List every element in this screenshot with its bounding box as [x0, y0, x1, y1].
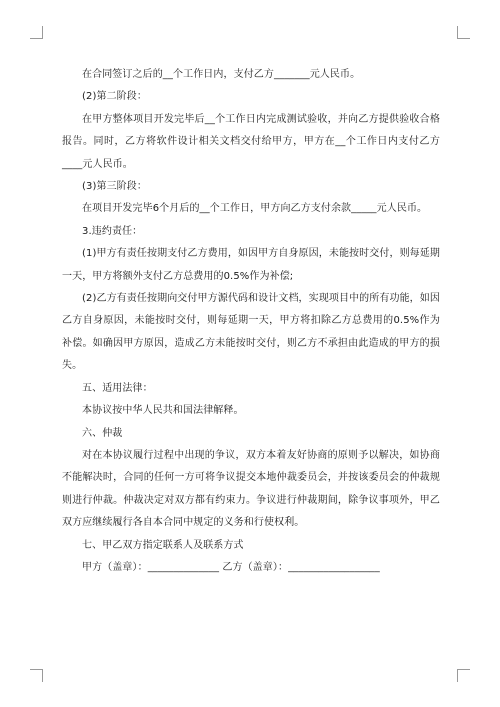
paragraph-applicable-law: 本协议按中华人民共和国法律解释。: [82, 405, 244, 417]
crop-mark-bottom-left: [30, 669, 43, 682]
paragraph-payment-stage-3: 在项目开发完毕6个月后的__个工作日，甲方向乙方支付余款_____元人民币。: [82, 203, 428, 215]
paragraph-breach-party-b: (2)乙方有责任按期向交付甲方源代码和设计文档，实现项目中的所有功能，如因乙方自身原因，未能按时交付，则每延期一天，甲方将扣除乙方总费用的0.5%作为补偿。如确因甲方原因，造成乙方未能按时交付，则乙方不承担由此造成的甲方的损失。: [62, 293, 440, 372]
heading-applicable-law: 五、适用法律：: [82, 382, 153, 394]
paragraph-breach-party-a: (1)甲方有责任按期支付乙方费用，如因甲方自身原因，未能按时交付，则每延期一天，甲方将额外支付乙方总费用的0.5%作为补偿;: [62, 248, 440, 282]
crop-mark-top-right: [457, 26, 470, 39]
crop-mark-bottom-right: [457, 669, 470, 682]
heading-stage-2: (2)第二阶段：: [82, 91, 147, 103]
signature-line: 甲方（盖章）：______________ 乙方（盖章）：__________________: [82, 561, 380, 573]
paragraph-payment-stage-2: 在甲方整体项目开发完毕后__个工作日内完成测试验收，并向乙方提供验收合格报告。同时，乙方将软件设计相关文档交付给甲方，甲方在__个工作日内支付乙方____元人民币。: [62, 113, 440, 170]
paragraph-payment-stage-1: 在合同签订之后的__个工作日内，支付乙方_______元人民币。: [82, 69, 361, 80]
heading-arbitration: 六、仲裁: [82, 427, 123, 439]
crop-mark-top-left: [30, 26, 43, 39]
heading-contacts: 七、甲乙双方指定联系人及联系方式: [82, 539, 244, 551]
document-body: [62, 64, 440, 579]
heading-breach-liability: 3.违约责任：: [82, 225, 143, 237]
paragraph-arbitration: 对在本协议履行过程中出现的争议，双方本着友好协商的原则予以解决，如协商不能解决时，合同的任何一方可将争议提交本地仲裁委员会，并按该委员会的仲裁规则进行仲裁。仲裁决定对双方都有约束力。争议进行仲裁期间，除争议事项外，甲乙双方应继续履行各自本合同中规定的义务和行使权利。: [62, 449, 440, 529]
heading-stage-3: (3)第三阶段：: [82, 181, 147, 193]
